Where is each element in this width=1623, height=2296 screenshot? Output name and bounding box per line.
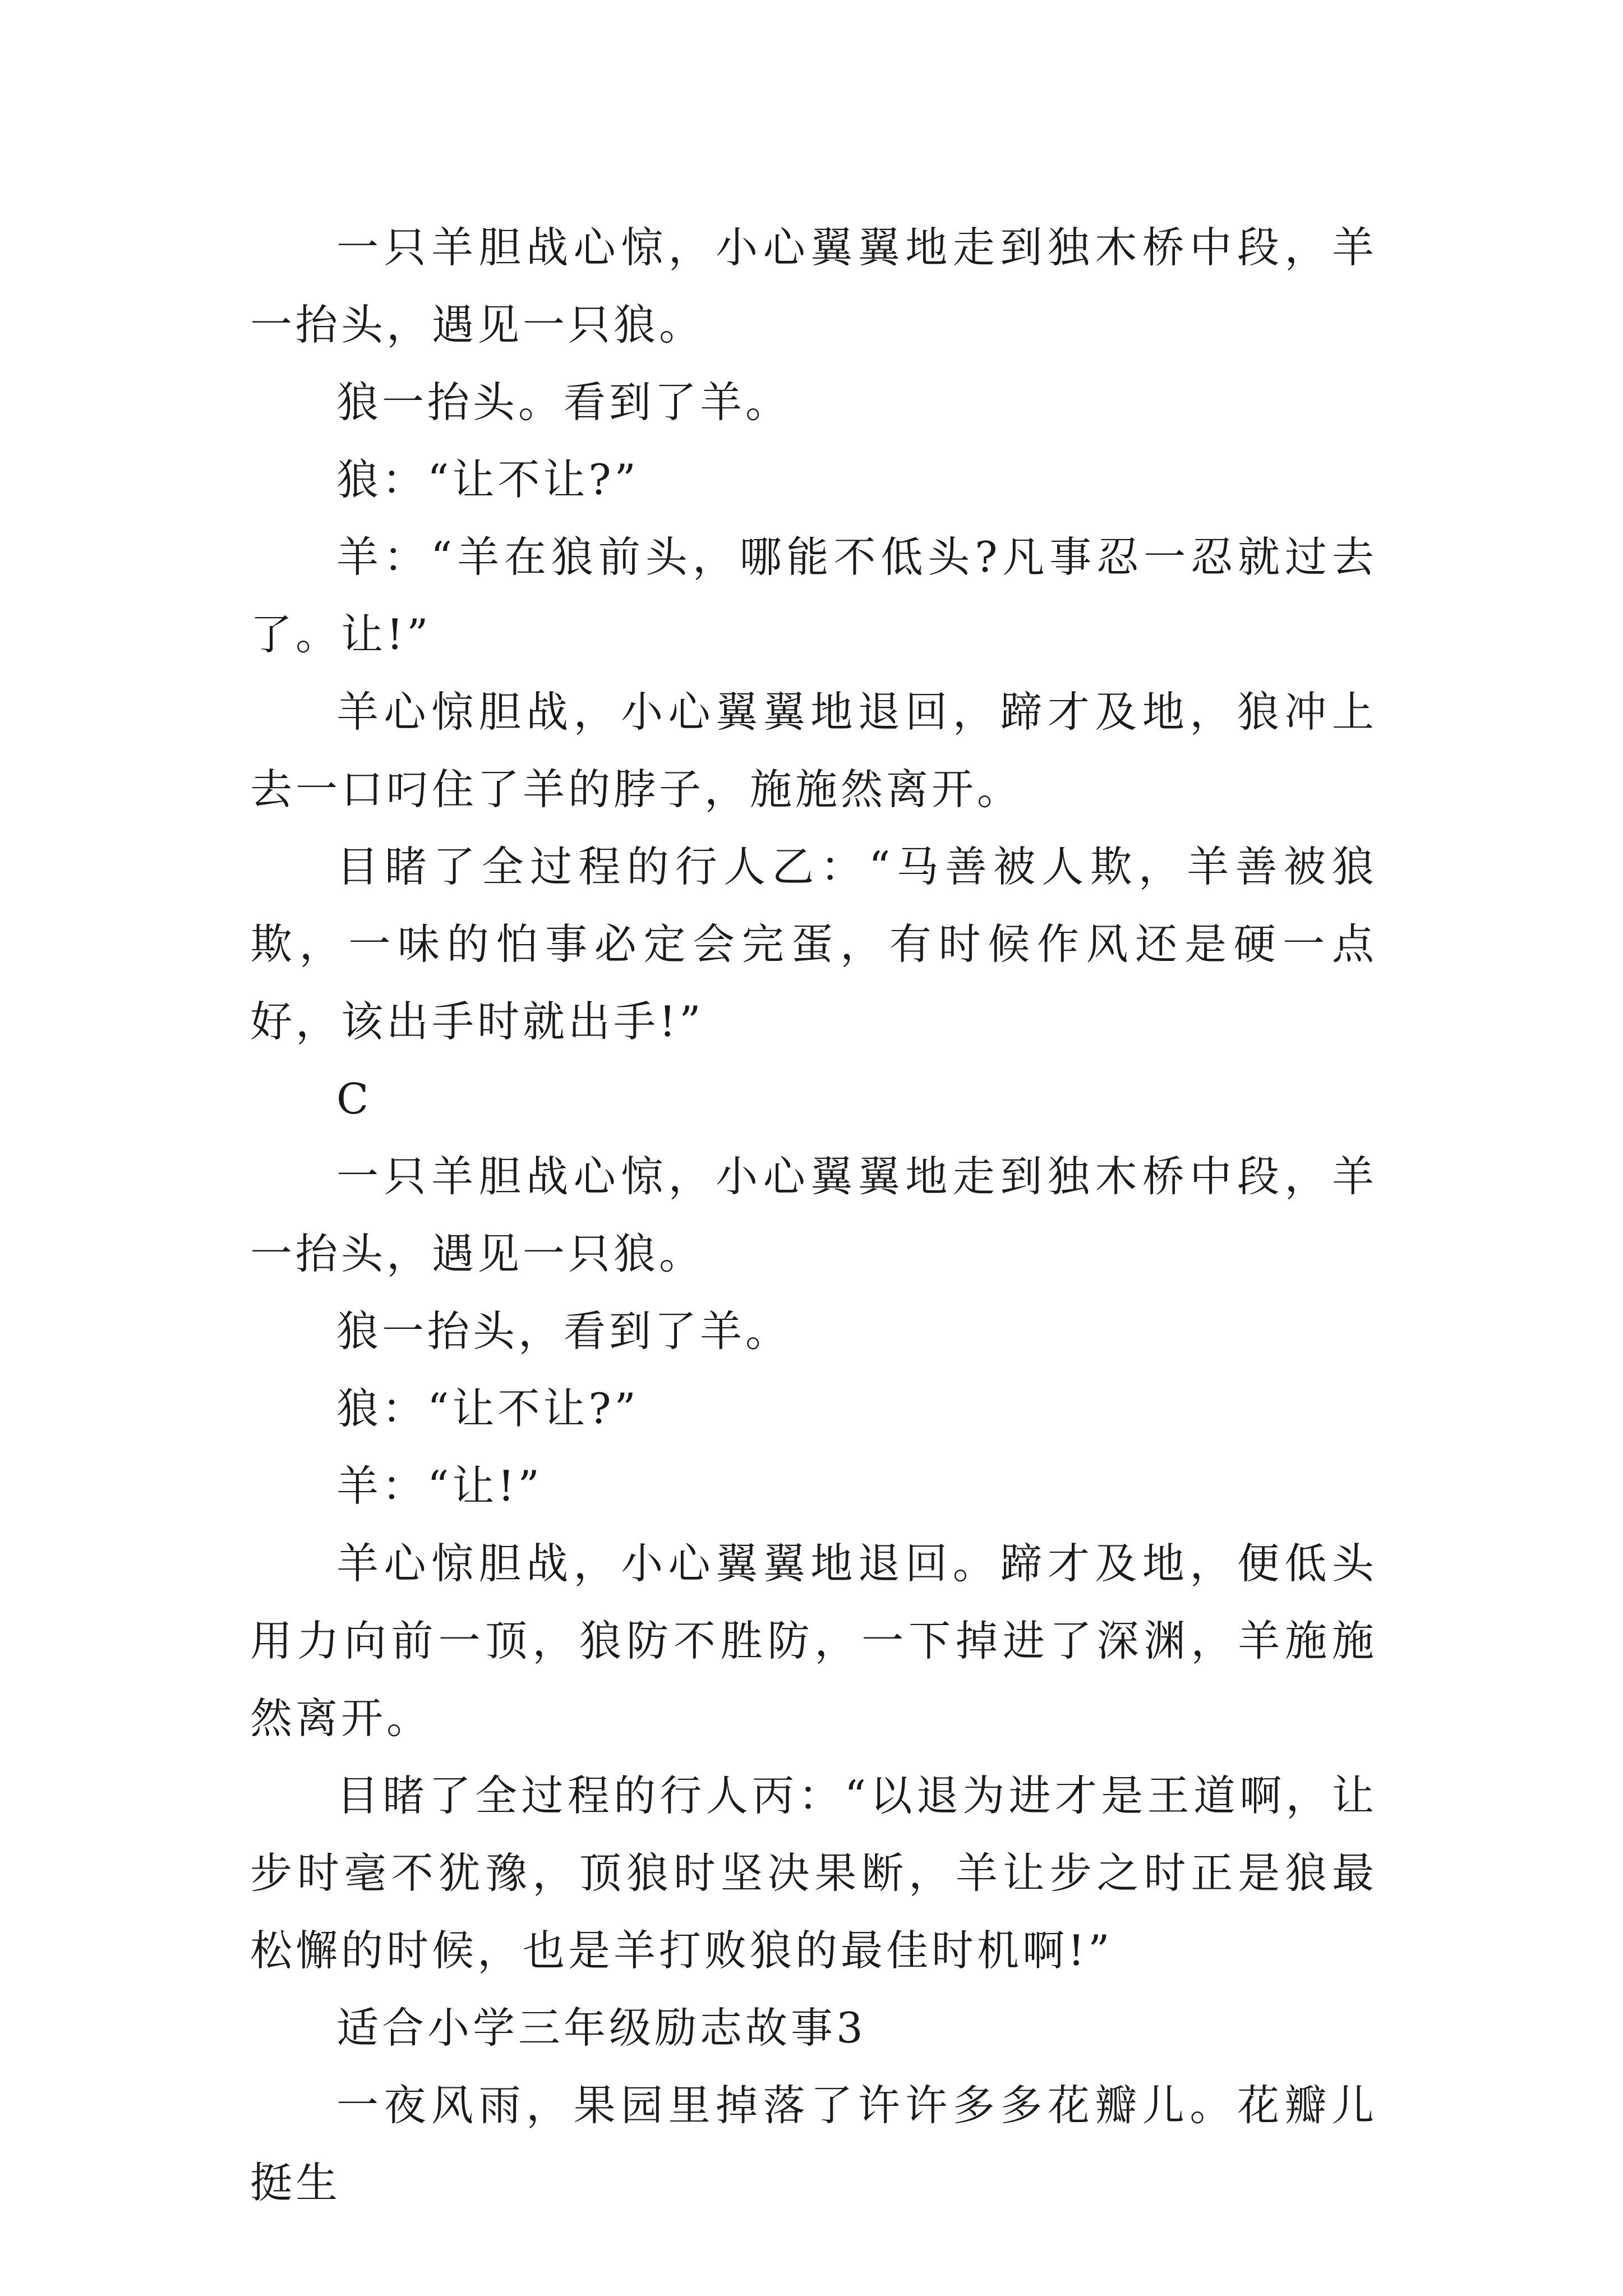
paragraph: 一只羊胆战心惊，小心翼翼地走到独木桥中段，羊一抬头，遇见一只狼。 bbox=[250, 1152, 1377, 1278]
paragraph: 一夜风雨，果园里掉落了许许多多花瓣儿。花瓣儿挺生 bbox=[250, 2081, 1377, 2207]
paragraph: 羊心惊胆战，小心翼翼地退回。蹄才及地，便低头用力向前一顶，狼防不胜防，一下掉进了深渊，羊施施然离开。 bbox=[250, 1539, 1377, 1743]
paragraph: 目睹了全过程的行人乙：“马善被人欺，羊善被狼欺，一味的怕事必定会完蛋，有时候作风还是硬一点好，该出手时就出手!” bbox=[250, 842, 1377, 1046]
paragraph: 羊心惊胆战，小心翼翼地退回，蹄才及地，狼冲上去一口叼住了羊的脖子，施施然离开。 bbox=[250, 687, 1377, 814]
paragraph: 狼：“让不让?” bbox=[336, 455, 639, 504]
section-heading: 适合小学三年级励志故事3 bbox=[336, 2003, 866, 2053]
document-body bbox=[250, 209, 1377, 2221]
paragraph: 狼一抬头。看到了羊。 bbox=[336, 378, 791, 427]
paragraph: 一只羊胆战心惊，小心翼翼地走到独木桥中段，羊一抬头，遇见一只狼。 bbox=[250, 223, 1377, 349]
section-marker: C bbox=[336, 1074, 372, 1124]
paragraph: 羊：“让!” bbox=[336, 1461, 543, 1511]
paragraph: 羊：“羊在狼前头，哪能不低头?凡事忍一忍就过去了。让!” bbox=[250, 532, 1377, 659]
paragraph: 狼一抬头，看到了羊。 bbox=[336, 1306, 791, 1356]
paragraph: 狼：“让不让?” bbox=[336, 1384, 639, 1433]
paragraph: 目睹了全过程的行人丙：“以退为进才是王道啊，让步时毫不犹豫，顶狼时坚决果断，羊让步之时正是狼最松懈的时候，也是羊打败狼的最佳时机啊!” bbox=[250, 1771, 1377, 1975]
